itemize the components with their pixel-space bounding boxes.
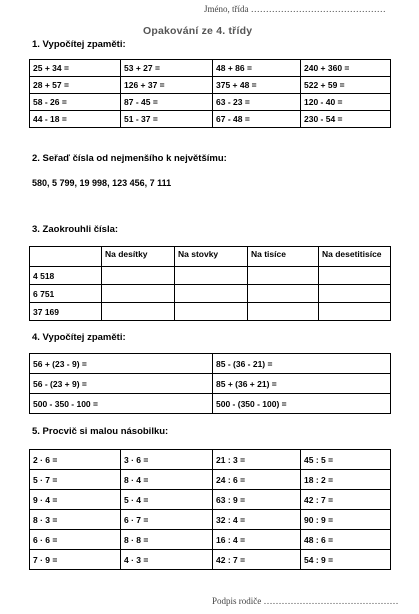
problem-cell: 87 - 45 = xyxy=(121,94,213,111)
problem-cell: 56 + (23 - 9) = xyxy=(30,354,213,374)
problem-cell: 63 : 9 = xyxy=(213,490,301,510)
problem-cell: 85 + (36 + 21) = xyxy=(213,374,391,394)
table-row xyxy=(30,303,391,321)
problem-cell: 16 : 4 = xyxy=(213,530,301,550)
problem-cell: 2 · 6 = xyxy=(30,450,121,470)
number-cell: 4 518 xyxy=(30,267,102,285)
task5-heading: 5. Procvič si malou násobilku: xyxy=(32,426,169,437)
answer-cell[interactable] xyxy=(102,285,175,303)
answer-cell[interactable] xyxy=(175,303,248,321)
table-row xyxy=(30,550,391,570)
task3-table xyxy=(29,246,391,321)
task2-numbers: 580, 5 799, 19 998, 123 456, 7 111 xyxy=(32,178,172,188)
page-title: Opakování ze 4. třídy xyxy=(143,25,253,37)
problem-cell: 53 + 27 = xyxy=(121,60,213,77)
problem-cell: 42 : 7 = xyxy=(301,490,391,510)
table-row xyxy=(30,60,391,77)
problem-cell: 56 - (23 + 9) = xyxy=(30,374,213,394)
problem-cell: 48 + 86 = xyxy=(213,60,301,77)
problem-cell: 120 - 40 = xyxy=(301,94,391,111)
problem-cell: 32 : 4 = xyxy=(213,510,301,530)
problem-cell: 500 - (350 - 100) = xyxy=(213,394,391,414)
table-row xyxy=(30,450,391,470)
table-row xyxy=(30,490,391,510)
number-cell: 6 751 xyxy=(30,285,102,303)
parent-signature-line: Podpis rodiče ……………………………………… xyxy=(212,596,399,606)
table-row xyxy=(30,94,391,111)
task4-heading: 4. Vypočítej zpaměti: xyxy=(32,332,126,343)
task1-heading: 1. Vypočítej zpaměti: xyxy=(32,39,126,50)
problem-cell: 7 · 9 = xyxy=(30,550,121,570)
task1-table xyxy=(29,59,391,128)
answer-cell[interactable] xyxy=(175,285,248,303)
problem-cell: 8 · 3 = xyxy=(30,510,121,530)
problem-cell: 48 : 6 = xyxy=(301,530,391,550)
number-cell: 37 169 xyxy=(30,303,102,321)
answer-cell[interactable] xyxy=(319,303,391,321)
table-row xyxy=(30,77,391,94)
problem-cell: 240 + 360 = xyxy=(301,60,391,77)
problem-cell: 126 + 37 = xyxy=(121,77,213,94)
problem-cell: 500 - 350 - 100 = xyxy=(30,394,213,414)
problem-cell: 21 : 3 = xyxy=(213,450,301,470)
problem-cell: 5 · 7 = xyxy=(30,470,121,490)
problem-cell: 45 : 5 = xyxy=(301,450,391,470)
table-row xyxy=(30,510,391,530)
table-row xyxy=(30,470,391,490)
answer-cell[interactable] xyxy=(175,267,248,285)
answer-cell[interactable] xyxy=(319,267,391,285)
column-header: Na desítky xyxy=(102,247,175,267)
table-row xyxy=(30,530,391,550)
table-row xyxy=(30,354,391,374)
problem-cell: 3 · 6 = xyxy=(121,450,213,470)
problem-cell: 85 - (36 - 21) = xyxy=(213,354,391,374)
problem-cell: 5 · 4 = xyxy=(121,490,213,510)
answer-cell[interactable] xyxy=(319,285,391,303)
problem-cell: 25 + 34 = xyxy=(30,60,121,77)
problem-cell: 6 · 7 = xyxy=(121,510,213,530)
problem-cell: 28 + 57 = xyxy=(30,77,121,94)
problem-cell: 63 - 23 = xyxy=(213,94,301,111)
answer-cell[interactable] xyxy=(248,303,319,321)
problem-cell: 67 - 48 = xyxy=(213,111,301,128)
problem-cell: 9 · 4 = xyxy=(30,490,121,510)
answer-cell[interactable] xyxy=(102,267,175,285)
problem-cell: 90 : 9 = xyxy=(301,510,391,530)
problem-cell: 24 : 6 = xyxy=(213,470,301,490)
problem-cell: 6 · 6 = xyxy=(30,530,121,550)
problem-cell: 375 + 48 = xyxy=(213,77,301,94)
problem-cell: 44 - 18 = xyxy=(30,111,121,128)
answer-cell[interactable] xyxy=(102,303,175,321)
problem-cell: 4 · 3 = xyxy=(121,550,213,570)
table-row xyxy=(30,111,391,128)
column-header xyxy=(30,247,102,267)
task5-table xyxy=(29,449,391,570)
problem-cell: 8 · 8 = xyxy=(121,530,213,550)
problem-cell: 522 + 59 = xyxy=(301,77,391,94)
problem-cell: 42 : 7 = xyxy=(213,550,301,570)
problem-cell: 8 · 4 = xyxy=(121,470,213,490)
name-class-line: Jméno, třída ……………………………………… xyxy=(204,4,386,14)
task4-table xyxy=(29,353,391,414)
table-row xyxy=(30,285,391,303)
column-header: Na tisíce xyxy=(248,247,319,267)
answer-cell[interactable] xyxy=(248,285,319,303)
task3-heading: 3. Zaokrouhli čísla: xyxy=(32,224,119,235)
table-row xyxy=(30,374,391,394)
problem-cell: 58 - 26 = xyxy=(30,94,121,111)
table-row xyxy=(30,394,391,414)
problem-cell: 51 - 37 = xyxy=(121,111,213,128)
column-header: Na stovky xyxy=(175,247,248,267)
problem-cell: 54 : 9 = xyxy=(301,550,391,570)
table-row xyxy=(30,267,391,285)
column-header: Na desetitisíce xyxy=(319,247,391,267)
answer-cell[interactable] xyxy=(248,267,319,285)
task2-heading: 2. Seřaď čísla od nejmenšího k největšímu: xyxy=(32,153,227,164)
problem-cell: 230 - 54 = xyxy=(301,111,391,128)
problem-cell: 18 : 2 = xyxy=(301,470,391,490)
